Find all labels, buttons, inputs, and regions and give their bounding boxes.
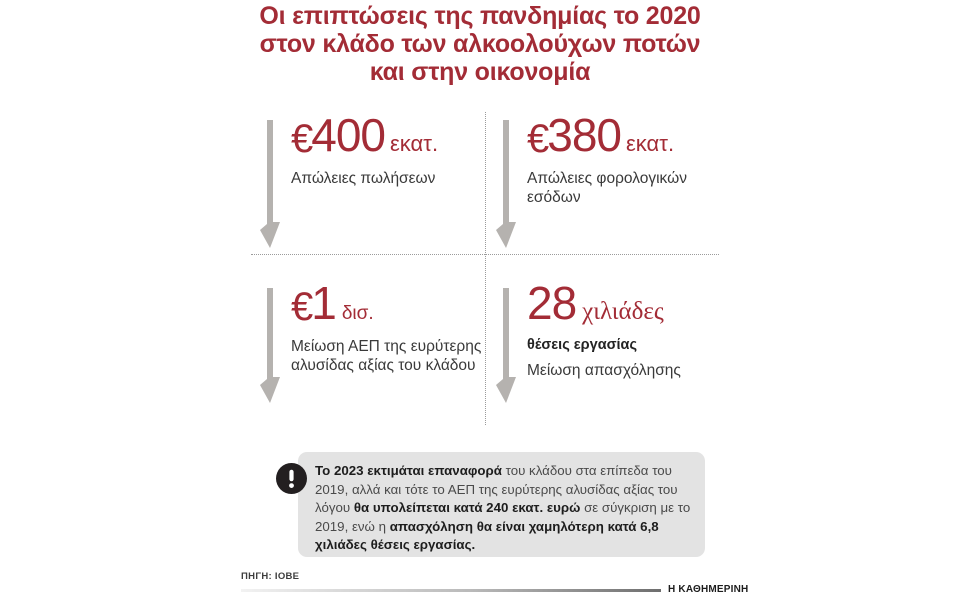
- stat-number: 380: [547, 109, 621, 161]
- stat-label: Μείωση απασχόλησης: [527, 362, 681, 379]
- stat-card-body: [527, 109, 721, 207]
- footer-rule: [241, 589, 661, 592]
- stat-value-group: [291, 109, 485, 161]
- stat-number: 28: [527, 277, 577, 329]
- stat-value-group: [291, 277, 485, 329]
- vertical-divider: [485, 112, 486, 425]
- stat-unit: εκατ.: [390, 131, 439, 156]
- note-text-strong: απασχόληση θα είναι χαμηλότερη κατά 6,8 χιλιάδες θέσεις εργασίας.: [315, 518, 659, 553]
- stat-card-tax-revenue-losses: [487, 109, 721, 254]
- stat-label: Μείωση ΑΕΠ της ευρύτερης αλυσίδας αξίας του κλάδου: [291, 338, 482, 374]
- stat-card-body: [291, 277, 485, 375]
- stat-label: Απώλειες φορολογικών εσόδων: [527, 170, 687, 206]
- stat-card-body: [291, 109, 485, 188]
- stat-unit: δισ.: [341, 303, 374, 324]
- title-line-2: στον κλάδο των αλκοολούχων ποτών: [259, 30, 701, 58]
- title-line-1: Οι επιπτώσεις της πανδημίας το 2020: [259, 2, 701, 30]
- down-arrow-icon: [494, 120, 520, 248]
- note-text-plain: σε σύγκριση με το 2019, ενώ η: [315, 500, 691, 534]
- stat-sublabel: θέσεις εργασίας: [527, 337, 638, 353]
- note-text-strong: Το 2023 εκτιμάται επαναφορά: [315, 463, 506, 478]
- down-arrow-icon: [494, 288, 520, 403]
- note-text-strong: θα υπολείπεται κατά 240 εκατ. ευρώ: [353, 500, 585, 516]
- currency-symbol: €: [291, 117, 312, 161]
- stats-grid: [251, 109, 719, 427]
- note-text: [315, 462, 693, 555]
- stat-card-employment-reduction: [487, 277, 721, 422]
- currency-symbol: €: [527, 117, 548, 161]
- stat-number: 400: [311, 109, 385, 161]
- note-text-plain: του κλάδου στα επίπεδα του 2019, αλλά και τότε το ΑΕΠ της ευρύτερης αλυσίδας αξίας του λόγου: [315, 463, 678, 516]
- title-line-3: και στην οικονομία: [369, 58, 591, 86]
- stat-value-group: [527, 277, 721, 329]
- source-label: ΠΗΓΗ: ΙΟΒΕ: [241, 571, 300, 582]
- stat-card-sales-losses: [251, 109, 485, 254]
- stat-card-body: [527, 277, 721, 380]
- exclamation-circle-icon: [276, 463, 307, 494]
- down-arrow-icon: [258, 120, 284, 248]
- page-title: [240, 2, 720, 86]
- stat-unit: χιλιάδες: [582, 298, 664, 325]
- currency-symbol: €: [291, 285, 312, 329]
- down-arrow-icon: [258, 288, 284, 403]
- stat-card-gdp-reduction: [251, 277, 485, 422]
- stat-number: 1: [311, 277, 336, 329]
- stat-value-group: [527, 109, 721, 161]
- brand-label: Η ΚΑΘΗΜΕΡΙΝΗ: [668, 584, 749, 595]
- stat-label: Απώλειες πωλήσεων: [291, 170, 436, 187]
- stat-unit: εκατ.: [626, 131, 675, 156]
